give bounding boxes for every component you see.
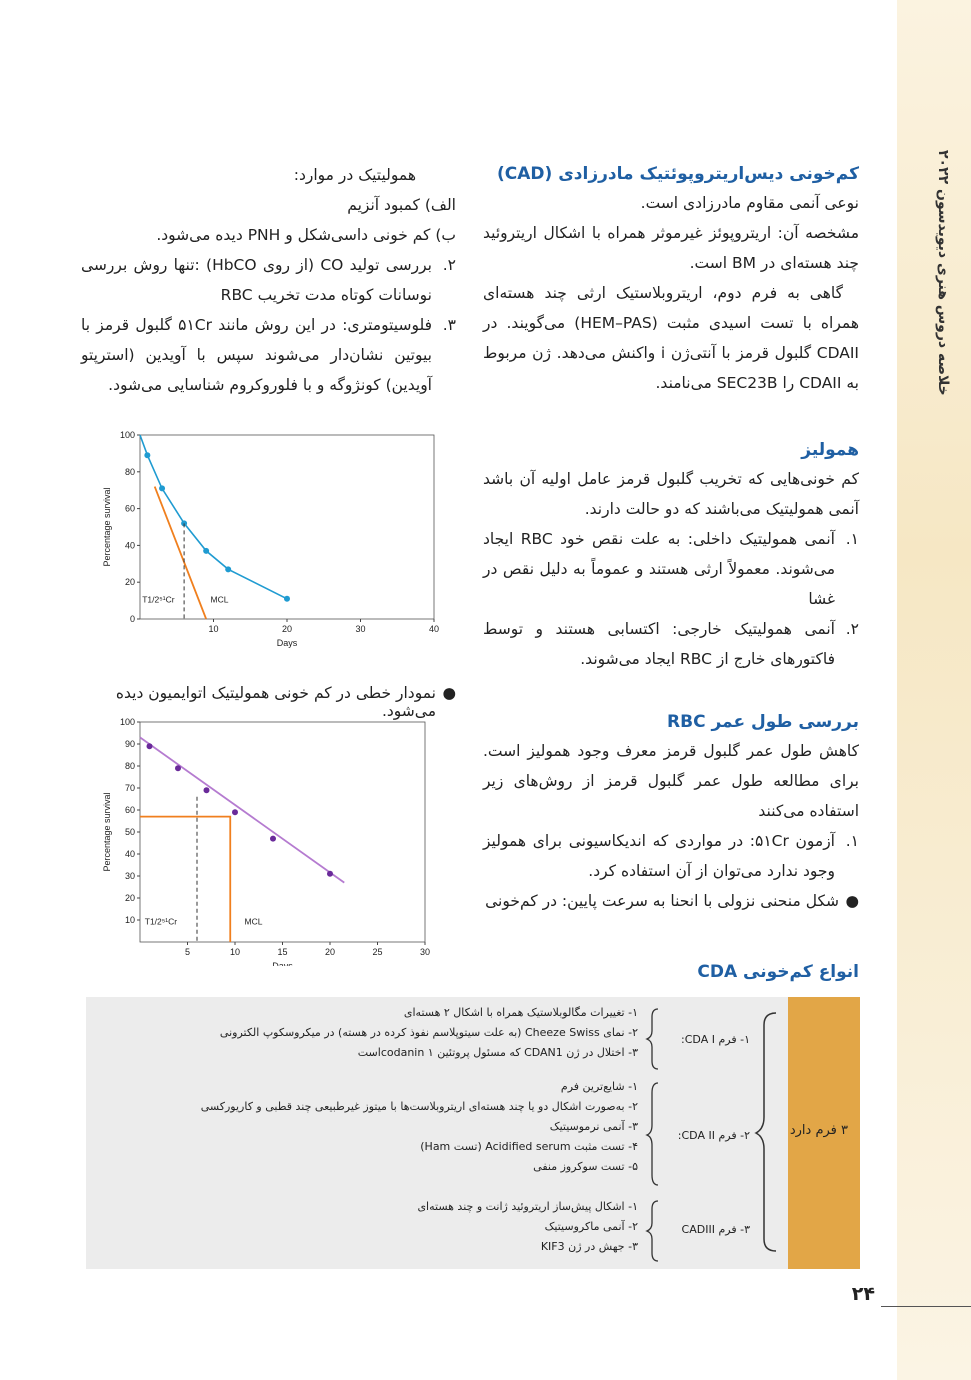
brace-form-2: [647, 1083, 658, 1185]
y-tick-label: 100: [119, 430, 135, 440]
form-item: ۱- اشکال پیش‌ساز اریتروئید ژانت و چند هسته‌ای: [417, 1200, 638, 1213]
survival-curve: [140, 435, 287, 599]
mcl-label: MCL: [244, 916, 263, 927]
hemolysis-intro: کم خونی‌هایی که تخریب گلبول قرمز عامل اولیه آن باشد آنمی همولیتیک می‌باشند که دو حالت دارند.: [483, 470, 859, 518]
x-tick-label: 10: [229, 947, 241, 957]
half-life-label: T1/2⁵¹Cr: [144, 916, 178, 927]
book-title: خلاصه دروس هنری دیویدسون ۲۰۲۲: [935, 150, 951, 396]
survival-line: [140, 737, 344, 882]
y-tick-label: 0: [129, 614, 135, 624]
mcl-label: MCL: [210, 594, 229, 605]
data-point: [159, 485, 165, 491]
y-tick-label: 20: [124, 577, 135, 588]
rbc-intro: کاهش طول عمر گلبول قرمز معرف وجود همولیز است. برای مطالعه طول عمر گلبول قرمز از روش‌های زیر استفاده می‌کنند: [483, 742, 859, 820]
x-tick-label: 25: [372, 947, 383, 957]
data-point: [147, 743, 153, 749]
y-axis-label: Percentage survival: [102, 792, 112, 872]
data-point: [270, 836, 276, 842]
rbc-item: [483, 826, 859, 886]
y-axis-label: Percentage survival: [102, 487, 112, 567]
form-item: ۲- نمای Cheeze Swiss (به علت سیتوپلاسم نفوذ کرده در هسته) در میکروسکوپ الکترونی: [219, 1026, 638, 1039]
big-brace: [756, 1013, 776, 1251]
y-tick-label: 10: [124, 915, 135, 925]
y-tick-label: 60: [124, 503, 135, 514]
x-axis-label: Days: [272, 961, 293, 966]
cda-table: [86, 997, 860, 1269]
side-strip: [897, 0, 971, 1380]
hemolysis-heading: همولیز: [801, 440, 859, 460]
x-tick-label: 20: [281, 624, 293, 634]
right-column: [483, 160, 859, 916]
cda-main-label: ۳ فرم دارد: [789, 1123, 848, 1138]
cda-title: انواع کم‌خونی CDA: [697, 962, 859, 982]
hemolysis-item: [483, 524, 859, 614]
item-text: آزمون ۵۱Cr: در مواردی که اندیکاسیونی برای همولیز وجود ندارد می‌توان از آن استفاده کرد.: [483, 832, 835, 880]
bullet-dot: ●: [845, 892, 859, 910]
rbc-heading: بررسی طول عمر RBC: [667, 712, 859, 732]
form-2-items: [201, 1077, 638, 1177]
rbc-bullet: [483, 886, 859, 916]
y-tick-label: 20: [124, 893, 135, 903]
page-number: ۲۴: [851, 1283, 875, 1305]
chart-1-svg: [98, 425, 448, 650]
half-life-label: T1/2⁵¹Cr: [142, 594, 175, 605]
hemolysis-item: [483, 614, 859, 674]
brace-form-1: [647, 1009, 658, 1069]
form-item: ۳- آنمی نرموسیتیک: [549, 1120, 638, 1133]
y-tick-label: 100: [119, 717, 135, 727]
form-item: ۱- تغییرات مگالوبلاستیک همراه با اشکال ۲ هسته‌ای: [403, 1006, 638, 1019]
data-point: [204, 787, 210, 793]
form-3-label: ۳- فرم CADIII: [681, 1223, 750, 1236]
form-item: ۴- تست مثبت Acidified serum (تست Ham): [420, 1140, 638, 1153]
form-item: ۱- شایع‌ترین فرم: [560, 1080, 638, 1093]
y-tick-label: 90: [124, 739, 135, 749]
x-axis-label: Days: [276, 638, 298, 648]
left-bullet: [81, 684, 456, 720]
y-tick-label: 60: [124, 805, 135, 815]
data-point: [232, 809, 238, 815]
x-tick-label: 30: [355, 624, 366, 634]
item-text: آنمی همولیتیک خارجی: اکتسابی هستند و توسط فاکتورهای خارج از RBC ایجاد می‌شوند.: [483, 620, 835, 668]
item-number: ۱.: [845, 832, 859, 850]
x-tick-label: 10: [208, 624, 219, 634]
form-item: ۵- تست سوکروز منفی: [533, 1160, 638, 1173]
item-number: ۲.: [845, 620, 859, 638]
form-item: ۲- آنمی ماکروسیتیک: [544, 1220, 638, 1233]
form-2-label: ۲- فرم CDA II:: [677, 1129, 750, 1142]
x-tick-label: 15: [277, 947, 288, 957]
page-number-rule: [881, 1306, 971, 1307]
item-number: ۱.: [845, 530, 859, 548]
form-3-items: [417, 1197, 638, 1257]
left-item: [81, 310, 456, 400]
form-item: ۳- جهش در ژن KIF3: [540, 1240, 638, 1253]
y-tick-label: 50: [124, 827, 135, 837]
x-tick-label: 30: [419, 947, 431, 957]
y-tick-label: 70: [124, 783, 135, 793]
left-line-1: همولیتیک در موارد:: [293, 166, 416, 184]
form-item: ۲- به‌صورت اشکال دو یا چند هسته‌ای اریتروبلاست‌ها با میتوز غیرطبیعی چند قطبی و کاریورکسی: [200, 1100, 638, 1113]
form-1-items: [220, 1003, 638, 1063]
cad-p1: نوعی آنمی مقاوم مادرزادی است.: [640, 194, 859, 212]
x-tick-label: 5: [184, 947, 191, 957]
item-number: ۲.: [442, 256, 456, 274]
chart-2-svg: [98, 716, 438, 966]
y-tick-label: 30: [124, 871, 135, 881]
cad-p3: گاهی به فرم دوم، اریتروبلاستیک ارثی چند هسته‌ای همراه با تست اسیدی مثبت (HEM–PAS) می‌گویند. در CDAII گلبول قرمز با آنتی‌ژن i واکنش می‌دهد. ژن مربوط به CDAII را SEC23B می‌نامند.: [483, 284, 859, 392]
bullet-text: نمودار خطی در کم خونی همولیتیک اتوایمیون دیده می‌شود.: [115, 684, 436, 720]
y-tick-label: 40: [124, 540, 135, 551]
item-text: آنمی همولیتیک داخلی: به علت نقص خود RBC ایجاد می‌شوند. معمولاً ارثی هستند و عموماً به دلیل نقص در غشا: [483, 530, 835, 608]
y-tick-label: 80: [124, 466, 135, 477]
data-point: [144, 452, 150, 458]
form-1-label: ۱- فرم CDA I:: [681, 1033, 750, 1046]
bullet-text: شکل منحنی نزولی با انحنا به سرعت پایین: در کم‌خونی: [485, 892, 839, 910]
left-line-3: ب) کم خونی داسی‌شکل و PNH دیده می‌شود.: [156, 226, 456, 244]
form-item: ۳- اختلال در ژن CDAN1 که مسئول پروتئین codanin ۱است: [357, 1046, 638, 1059]
item-text: بررسی تولید CO (از روی HbCO) :تنها روش بررسی نوسانات کوتاه مدت تخریب RBC: [81, 256, 432, 304]
cad-p2: مشخصه آن: اریتروپوئز غیرموثر همراه با اشکال اریتروئید چند هسته‌ای در BM است.: [483, 224, 859, 272]
y-tick-label: 40: [124, 849, 135, 859]
left-item: [81, 250, 456, 310]
chart-survival-exponential: [98, 425, 448, 650]
item-text: فلوسیتومتری: در این روش مانند ۵۱Cr گلبول قرمز با بیوتین نشان‌دار می‌شوند سپس با آویدین (استرپتو آویدین) کونژوگه و با فلوروکروم شناسایی می‌شود.: [81, 316, 432, 394]
y-tick-label: 80: [124, 761, 135, 771]
x-tick-label: 20: [324, 947, 336, 957]
left-column: [81, 160, 456, 400]
data-point: [327, 871, 333, 877]
item-number: ۳.: [442, 316, 456, 334]
x-tick-label: 40: [428, 624, 440, 634]
brace-form-3: [647, 1201, 658, 1261]
bullet-dot: ●: [442, 684, 456, 702]
cad-heading: کم‌خونی دیس‌اریتروپوئتیک مادرزادی (CAD): [496, 164, 859, 184]
data-point: [175, 765, 181, 771]
chart-survival-linear: [98, 716, 438, 966]
data-point: [203, 548, 209, 554]
plot-frame: [140, 722, 425, 942]
left-line-2: الف) کمبود آنزیم: [347, 196, 456, 214]
data-point: [225, 566, 231, 572]
data-point: [284, 596, 290, 602]
